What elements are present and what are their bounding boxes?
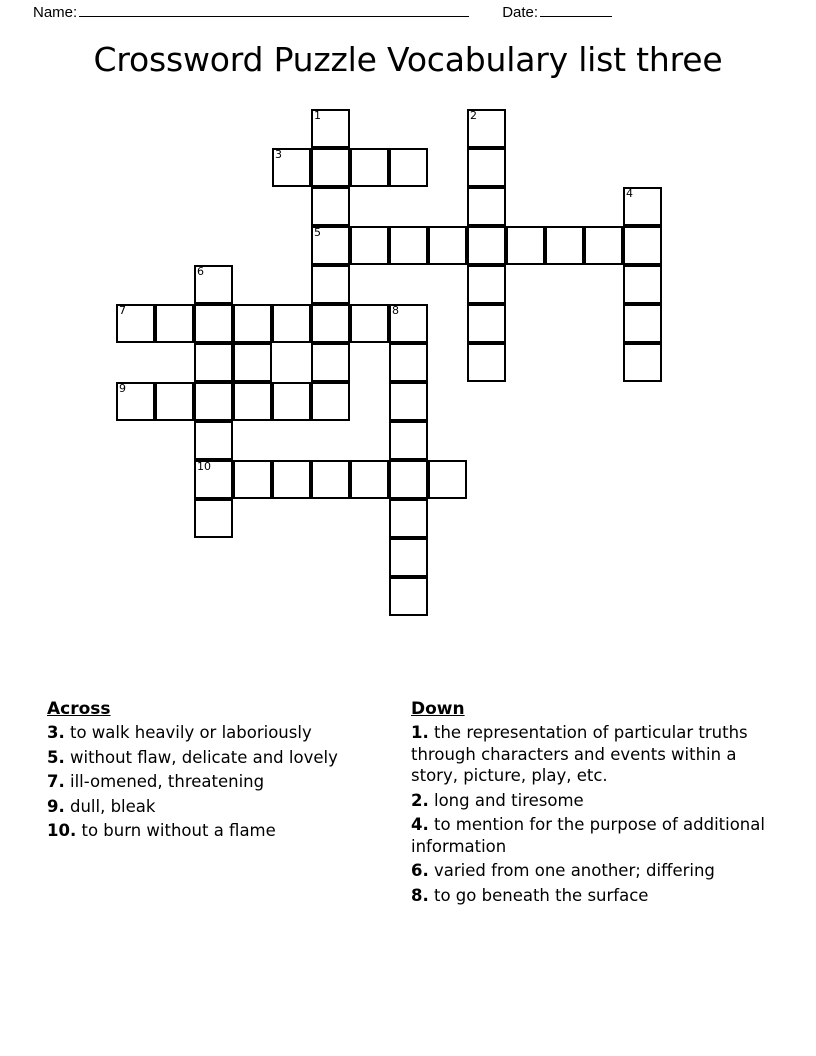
clue-item	[47, 771, 387, 793]
grid-cell-start-2[interactable]	[467, 109, 506, 148]
grid-cell[interactable]	[389, 343, 428, 382]
grid-cell[interactable]	[194, 382, 233, 421]
clue-number: 8.	[411, 885, 429, 905]
grid-cell[interactable]	[272, 382, 311, 421]
grid-cell[interactable]	[272, 460, 311, 499]
grid-cell[interactable]	[467, 265, 506, 304]
name-label: Name:	[33, 4, 78, 21]
cell-number: 10	[197, 460, 211, 473]
cell-number: 6	[197, 265, 204, 278]
grid-cell[interactable]	[311, 265, 350, 304]
down-clue-list	[411, 722, 781, 906]
clue-item	[411, 885, 781, 907]
grid-cell[interactable]	[194, 304, 233, 343]
page-title: Crossword Puzzle Vocabulary list three	[93, 40, 723, 79]
grid-cell[interactable]	[389, 148, 428, 187]
grid-cell[interactable]	[311, 460, 350, 499]
across-clue-list	[47, 722, 387, 842]
grid-cell[interactable]	[623, 304, 662, 343]
clue-text: to burn without a flame	[76, 821, 276, 840]
clue-text: ill-omened, threatening	[64, 772, 265, 791]
clue-item	[411, 722, 781, 787]
cell-number: 2	[470, 109, 477, 122]
clue-number: 1.	[411, 723, 429, 742]
clue-item	[411, 790, 781, 812]
down-heading: Down	[411, 699, 465, 719]
grid-cell-start-8[interactable]	[389, 304, 428, 343]
cell-number: 7	[119, 304, 126, 317]
grid-cell[interactable]	[389, 538, 428, 577]
grid-cell[interactable]	[389, 499, 428, 538]
clue-item	[47, 722, 387, 744]
grid-cell[interactable]	[350, 226, 389, 265]
clue-item	[411, 860, 781, 882]
clue-text: to mention for the purpose of additional information	[411, 815, 765, 856]
grid-cell[interactable]	[428, 226, 467, 265]
cell-number: 5	[314, 226, 321, 239]
grid-cell[interactable]	[584, 226, 623, 265]
grid-cell[interactable]	[311, 304, 350, 343]
clue-number: 10.	[47, 821, 77, 840]
grid-cell[interactable]	[467, 343, 506, 382]
cell-number: 1	[314, 109, 321, 122]
clue-item	[47, 796, 387, 818]
grid-cell[interactable]	[623, 226, 662, 265]
grid-cell-start-10[interactable]	[194, 460, 233, 499]
clue-number: 4.	[411, 815, 429, 834]
grid-cell[interactable]	[311, 148, 350, 187]
cell-number: 9	[119, 382, 126, 395]
grid-cell[interactable]	[389, 460, 428, 499]
grid-cell[interactable]	[389, 382, 428, 421]
clue-number: 6.	[411, 861, 429, 880]
grid-cell[interactable]	[233, 343, 272, 382]
clue-text: varied from one another; differing	[428, 861, 715, 880]
grid-cell-start-3[interactable]	[272, 148, 311, 187]
clue-text: to go beneath the surface	[428, 885, 649, 905]
date-label: Date:	[502, 4, 539, 21]
grid-cell[interactable]	[467, 304, 506, 343]
grid-cell[interactable]	[389, 577, 428, 616]
clue-item	[47, 747, 387, 769]
grid-cell[interactable]	[389, 226, 428, 265]
grid-cell[interactable]	[467, 226, 506, 265]
grid-cell[interactable]	[311, 382, 350, 421]
clue-item	[47, 820, 387, 842]
grid-cell-start-5[interactable]	[311, 226, 350, 265]
cell-number: 4	[626, 187, 633, 200]
clue-text: without flaw, delicate and lovely	[64, 747, 338, 767]
grid-cell[interactable]	[194, 499, 233, 538]
cell-number: 3	[275, 148, 282, 161]
clue-number: 3.	[47, 723, 65, 742]
grid-cell[interactable]	[233, 304, 272, 343]
clue-item	[411, 814, 781, 857]
grid-cell-start-7[interactable]	[116, 304, 155, 343]
grid-cell-start-6[interactable]	[194, 265, 233, 304]
across-clues-column	[47, 698, 387, 845]
down-clues-column	[411, 698, 781, 909]
clue-number: 5.	[47, 747, 65, 767]
grid-cell-start-4[interactable]	[623, 187, 662, 226]
grid-cell-start-1[interactable]	[311, 109, 350, 148]
grid-cell[interactable]	[155, 382, 194, 421]
grid-cell[interactable]	[311, 187, 350, 226]
grid-cell[interactable]	[155, 304, 194, 343]
grid-cell[interactable]	[311, 343, 350, 382]
clue-text: the representation of particular truths through characters and events within a story, picture, play, etc.	[411, 723, 748, 785]
grid-cell[interactable]	[194, 343, 233, 382]
clue-text: dull, bleak	[64, 796, 156, 816]
grid-cell[interactable]	[272, 304, 311, 343]
grid-cell[interactable]	[545, 226, 584, 265]
grid-cell[interactable]	[350, 460, 389, 499]
grid-cell-start-9[interactable]	[116, 382, 155, 421]
grid-cell[interactable]	[506, 226, 545, 265]
grid-cell[interactable]	[194, 421, 233, 460]
grid-cell[interactable]	[467, 148, 506, 187]
across-heading: Across	[47, 699, 111, 719]
clue-number: 2.	[411, 790, 429, 810]
cell-number: 8	[392, 304, 399, 317]
grid-cell[interactable]	[428, 460, 467, 499]
grid-cell[interactable]	[389, 421, 428, 460]
clue-text: to walk heavily or laboriously	[64, 723, 312, 742]
clue-text: long and tiresome	[428, 790, 584, 810]
grid-cell[interactable]	[623, 265, 662, 304]
clue-number: 9.	[47, 796, 65, 816]
grid-cell[interactable]	[623, 343, 662, 382]
grid-cell[interactable]	[350, 304, 389, 343]
grid-cell[interactable]	[233, 382, 272, 421]
clue-number: 7.	[47, 772, 65, 791]
grid-cell[interactable]	[467, 187, 506, 226]
grid-cell[interactable]	[350, 148, 389, 187]
grid-cell[interactable]	[233, 460, 272, 499]
